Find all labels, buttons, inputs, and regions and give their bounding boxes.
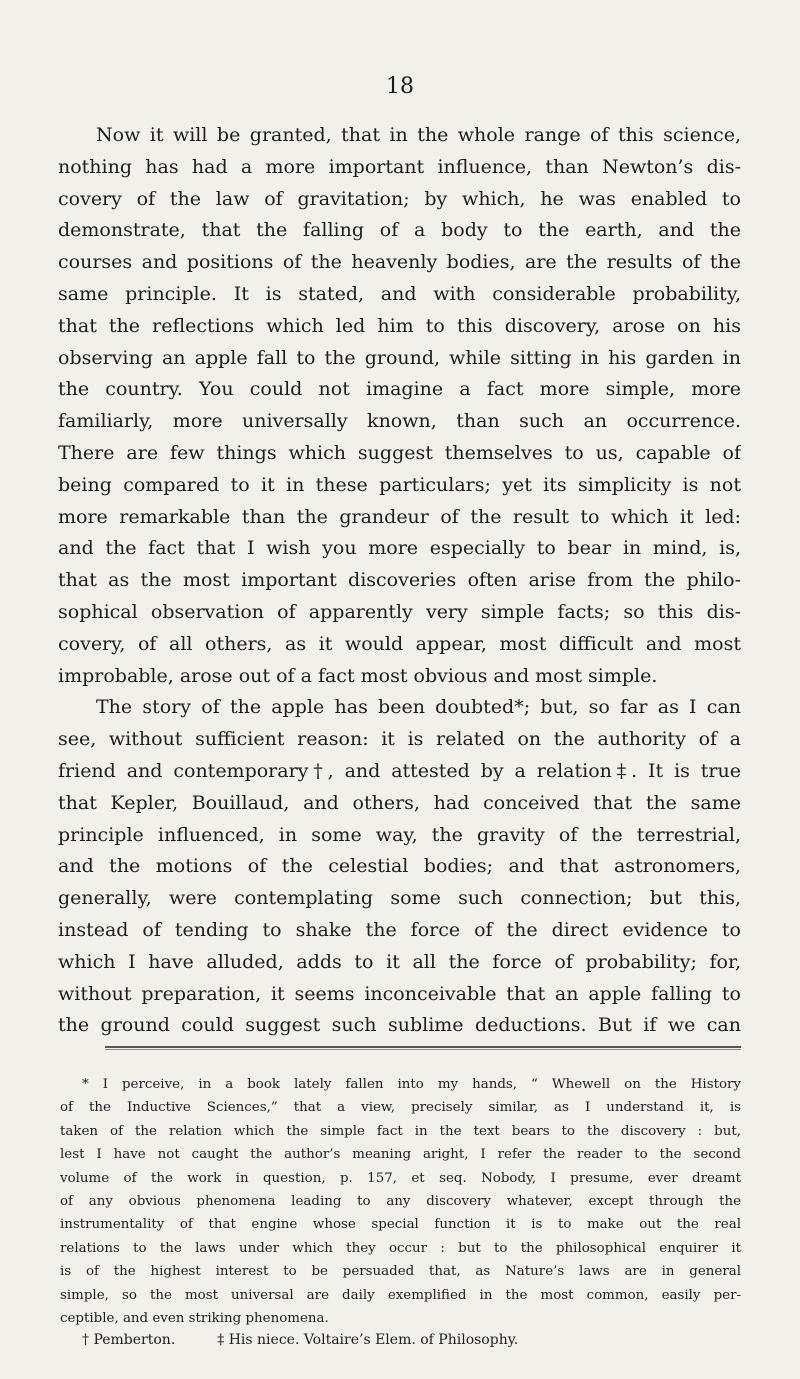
text-line: generally, were contemplating some such connection; but this, (58, 887, 741, 910)
text-line: that as the most important discoveries often arise from the philo- (58, 569, 741, 592)
text-line: demonstrate, that the falling of a body to the earth, and the (58, 219, 741, 242)
text-line: sophical observation of apparently very simple facts; so this dis- (58, 600, 741, 623)
text-line: familiarly, more universally known, than such an occurrence. (58, 410, 741, 433)
footnote-ref-pemberton: † Pemberton. (82, 1332, 176, 1349)
text-line: covery of the law of gravitation; by which, he was enabled to (58, 187, 741, 210)
text-line: that the reflections which led him to this discovery, arose on his (58, 314, 741, 337)
footnote-line: ceptible, and even striking phenomena. (60, 1310, 329, 1326)
footnote-line: taken of the relation which the simple fact in the text bears to the discovery : but, (60, 1123, 741, 1139)
text-line: without preparation, it seems inconceivable that an apple falling to (58, 982, 741, 1005)
footnote-references (60, 1332, 741, 1348)
text-line: covery, of all others, as it would appear, most difficult and most (58, 632, 741, 655)
text-line: courses and positions of the heavenly bodies, are the results of the (58, 251, 741, 274)
footnote-line: * I perceive, in a book lately fallen into my hands, “ Whewell on the History (82, 1077, 741, 1092)
main-text (58, 120, 741, 1042)
text-line: friend and contemporary†, and attested by a relation‡. It is true (58, 759, 741, 782)
footnote-line: instrumentality of that engine whose special function it is to make out the real (60, 1217, 741, 1233)
text-line: Now it will be granted, that in the whole range of this science, (96, 124, 741, 146)
text-line: nothing has had a more important influence, than Newton’s dis- (58, 155, 741, 178)
text-line: being compared to it in these particulars; yet its simplicity is not (58, 473, 741, 496)
footnote-line: of any obvious phenomena leading to any discovery whatever, except through the (60, 1193, 741, 1209)
text-line: instead of tending to shake the force of the direct evidence to (58, 918, 741, 941)
text-line: which I have alluded, adds to it all the force of probability; for, (58, 950, 741, 973)
text-line: There are few things which suggest themselves to us, capable of (58, 441, 741, 464)
text-line: observing an apple fall to the ground, while sitting in his garden in (58, 346, 741, 369)
footnote-line: of the Inductive Sciences,” that a view, precisely similar, as I understand it, is (60, 1100, 741, 1116)
footnote-divider-thin (105, 1049, 741, 1050)
footnote (60, 1073, 741, 1348)
text-line: the ground could suggest such sublime deductions. But if we can (58, 1014, 741, 1037)
footnote-line: simple, so the most universal are daily exemplified in the most common, easily per- (60, 1287, 741, 1303)
page-number: 18 (386, 74, 414, 99)
footnote-line: lest I have not caught the author’s meaning aright, I refer the reader to the second (60, 1147, 741, 1163)
footnote-ref-niece: ‡ His niece. Voltaire’s Elem. of Philosophy. (217, 1332, 519, 1349)
text-line: and the motions of the celestial bodies; and that astronomers, (58, 855, 741, 878)
text-line: that Kepler, Bouillaud, and others, had conceived that the same (58, 791, 741, 814)
footnote-line: volume of the work in question, p. 157, et seq. Nobody, I presume, ever dreamt (60, 1170, 741, 1186)
text-line: the country. You could not imagine a fact more simple, more (58, 378, 741, 401)
footnote-divider (105, 1046, 741, 1048)
text-line: see, without sufficient reason: it is related on the authority of a (58, 728, 741, 751)
text-line: more remarkable than the grandeur of the result to which it led: (58, 505, 741, 528)
footnote-line: relations to the laws under which they occur : but to the philosophical enquirer it (60, 1240, 741, 1256)
footnote-line: is of the highest interest to be persuaded that, as Nature’s laws are in general (60, 1264, 741, 1280)
text-line: same principle. It is stated, and with considerable probability, (58, 282, 741, 305)
text-line: and the fact that I wish you more especially to bear in mind, is, (58, 537, 741, 560)
text-line: principle influenced, in some way, the gravity of the terrestrial, (58, 823, 741, 846)
text-line: improbable, arose out of a fact most obvious and most simple. (58, 664, 658, 687)
text-line: The story of the apple has been doubted*; but, so far as I can (96, 696, 741, 719)
